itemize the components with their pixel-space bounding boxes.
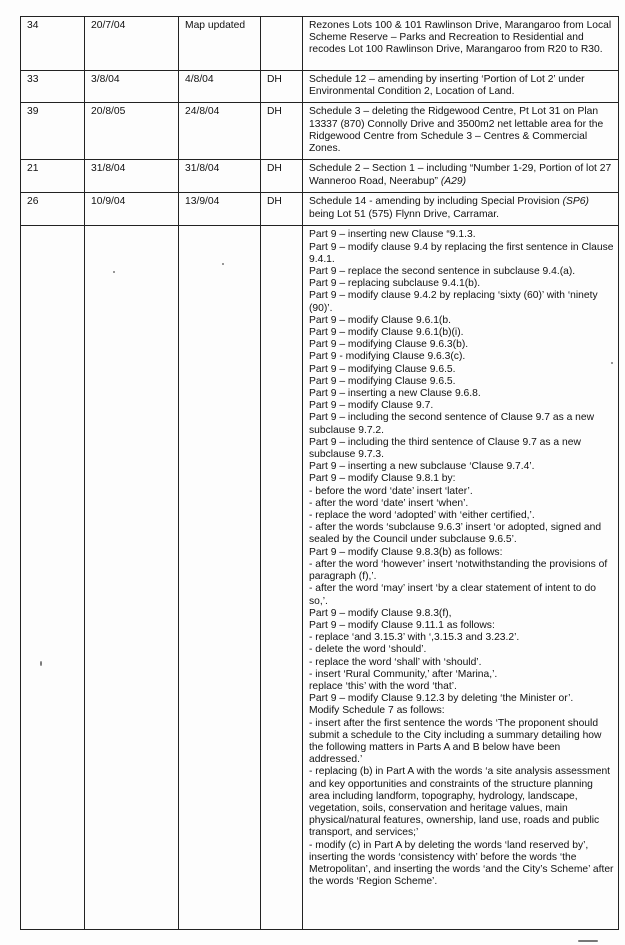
- detail-line: Part 9 – inserting a new subclause ‘Clause 9.7.4’.: [309, 461, 535, 473]
- gazettal-date: 31/8/04: [85, 160, 179, 193]
- detail-line: - after the words ‘subclause 9.6.3’ insert ‘or adopted, signed and sealed by the Council under subclause 9.6.5’.: [309, 522, 602, 546]
- detail-line: Part 9 – modify Clause 9.8.3(f),: [309, 607, 452, 619]
- detail-line: replace ‘this’ with the word ‘that’.: [309, 680, 457, 692]
- initials: [261, 17, 303, 71]
- table-row: [21, 160, 619, 193]
- initials: DH: [261, 103, 303, 160]
- detail-line: Part 9 – modify Clause 9.8.3(b) as follows:: [309, 546, 503, 558]
- detail-line: Part 9 – replace the second sentence in subclause 9.4.(a).: [309, 266, 576, 278]
- detail-text: Schedule 2 – Section 1 – including “Number 1-29, Portion of lot 27 Wanneroo Road, Neerabup”: [309, 163, 612, 187]
- detail-line: Modify Schedule 7 as follows:: [309, 705, 445, 717]
- amendment-details: [303, 71, 619, 103]
- update-date: [179, 226, 261, 930]
- detail-line: - insert after the first sentence the words ‘The proponent should submit a schedule to the City including a summary detailing how the following matters in Parts A and B below have been addressed.’: [309, 717, 602, 766]
- scan-speck: [611, 362, 613, 364]
- scan-speck: [113, 271, 115, 273]
- amendment-code: (A29): [440, 175, 467, 187]
- initials: [261, 226, 303, 930]
- update-date: 31/8/04: [179, 160, 261, 193]
- detail-line: - replace the word ‘adopted’ with ‘either certified,’.: [309, 510, 535, 522]
- detail-line: Part 9 – replacing subclause 9.4.1(b).: [309, 278, 481, 290]
- amendment-details: [303, 160, 619, 193]
- update-date: 4/8/04: [179, 71, 261, 103]
- detail-line: Part 9 – modifying Clause 9.6.5.: [309, 375, 456, 387]
- table-row: [21, 103, 619, 160]
- initials: DH: [261, 71, 303, 103]
- detail-line: Schedule 12 – amending by inserting ‘Portion of Lot 2’ under Environmental Condition 2, Location of Land.: [309, 74, 585, 98]
- detail-line: - before the word ‘date’ insert ‘later’.: [309, 485, 473, 497]
- amendment-number: 34: [21, 17, 85, 71]
- detail-line: Part 9 – including the second sentence of Clause 9.7 as a new subclause 9.7.2.: [309, 412, 595, 436]
- detail-line: Schedule 3 – deleting the Ridgewood Centre, Pt Lot 31 on Plan 13337 (870) Connolly Drive and 3500m2 net lettable area for the Ridgewood Centre from Schedule 3 – Centres & Commercial Zones.: [309, 106, 604, 155]
- detail-line: Part 9 – inserting new Clause “9.1.3.: [309, 229, 476, 241]
- detail-line: - replace ‘and 3.15.3’ with ‘,3.15.3 and 3.23.2’.: [309, 632, 520, 644]
- detail-line: Part 9 – modifying Clause 9.6.5.: [309, 363, 456, 375]
- initials: DH: [261, 193, 303, 226]
- table-row: [21, 71, 619, 103]
- detail-line: Part 9 – modify clause 9.4 by replacing the first sentence in Clause 9.4.1.: [309, 241, 614, 265]
- amendments-table: [20, 16, 619, 930]
- detail-line: Part 9 – modify Clause 9.11.1 as follows:: [309, 619, 495, 631]
- amendment-number: 33: [21, 71, 85, 103]
- detail-line: - replace the word ‘shall’ with ‘should’.: [309, 656, 482, 668]
- detail-line: Part 9 – modify clause 9.4.2 by replacing ‘sixty (60)’ with ‘ninety (90)’.: [309, 290, 598, 314]
- table-row: [21, 226, 619, 930]
- detail-line: - insert ‘Rural Community,’ after ‘Marina,’.: [309, 668, 498, 680]
- initials: DH: [261, 160, 303, 193]
- amendment-number: 26: [21, 193, 85, 226]
- amendment-number: 21: [21, 160, 85, 193]
- amendment-details: [303, 103, 619, 160]
- gazettal-date: [85, 226, 179, 930]
- scan-speck: [222, 263, 224, 265]
- update-date: Map updated: [179, 17, 261, 71]
- detail-line: - after the word ‘however’ insert ‘notwithstanding the provisions of paragraph (f),’.: [309, 558, 608, 583]
- detail-line: Part 9 - modifying Clause 9.6.3(c).: [309, 351, 466, 363]
- update-date: 24/8/04: [179, 103, 261, 160]
- gazettal-date: 20/8/05: [85, 103, 179, 160]
- detail-line: Part 9 – modifying Clause 9.6.3(b).: [309, 339, 469, 351]
- detail-line: Rezones Lots 100 & 101 Rawlinson Drive, Marangaroo from Local Scheme Reserve – Parks and Recreation to Residential and recodes Lot 100 Rawlinson Drive, Marangaroo from R20 to R30.: [309, 20, 612, 56]
- amendment-number: [21, 226, 85, 930]
- scan-speck: [40, 661, 42, 666]
- amendment-details: [303, 17, 619, 71]
- detail-line: - after the word ‘may’ insert ‘by a clear statement of intent to do so,’.: [309, 583, 596, 607]
- update-date: 13/9/04: [179, 193, 261, 226]
- detail-text: Schedule 14 - amending by including Special Provision: [309, 196, 560, 208]
- detail-line: Part 9 – including the third sentence of Clause 9.7 as a new subclause 9.7.3.: [309, 436, 581, 461]
- detail-line: - modify (c) in Part A by deleting the words ‘land reserved by’, inserting the words ‘consistency with’ before the words ‘the Metropolitan’, and inserting the words ‘and the City’s Scheme’ after the words ‘Region Scheme’.: [309, 839, 614, 888]
- detail-line: - replacing (b) in Part A with the words ‘a site analysis assessment and key opportunities and constraints of the structure planning area including landform, topography, hydrology, landscape, vegetation, soils, conservation and heritage values, main physical/natural features, ownership, land use, roads and public transport, and services;’: [309, 766, 611, 839]
- detail-line: - after the word ‘date’ insert ‘when’.: [309, 497, 469, 509]
- amendment-details: [303, 193, 619, 226]
- detail-line: Part 9 – modify Clause 9.8.1 by:: [309, 473, 456, 485]
- gazettal-date: 3/8/04: [85, 71, 179, 103]
- table-row: [21, 193, 619, 226]
- amendment-details: [303, 226, 619, 930]
- detail-line: Part 9 – inserting a new Clause 9.6.8.: [309, 388, 481, 400]
- detail-line: - delete the word ‘should’.: [309, 644, 427, 656]
- detail-line: Part 9 – modify Clause 9.6.1(b.: [309, 314, 451, 326]
- table-row: [21, 17, 619, 71]
- detail-line: Part 9 – modify Clause 9.7.: [309, 400, 434, 412]
- detail-line: Part 9 – modify Clause 9.6.1(b)(i).: [309, 327, 464, 339]
- gazettal-date: 20/7/04: [85, 17, 179, 71]
- detail-line: Part 9 – modify Clause 9.12.3 by deleting ‘the Minister or’.: [309, 693, 574, 705]
- detail-text: being Lot 51 (575) Flynn Drive, Carramar.: [309, 208, 500, 220]
- amendment-number: 39: [21, 103, 85, 160]
- special-provision-code: (SP6): [562, 196, 589, 208]
- scan-speck: [578, 940, 598, 942]
- gazettal-date: 10/9/04: [85, 193, 179, 226]
